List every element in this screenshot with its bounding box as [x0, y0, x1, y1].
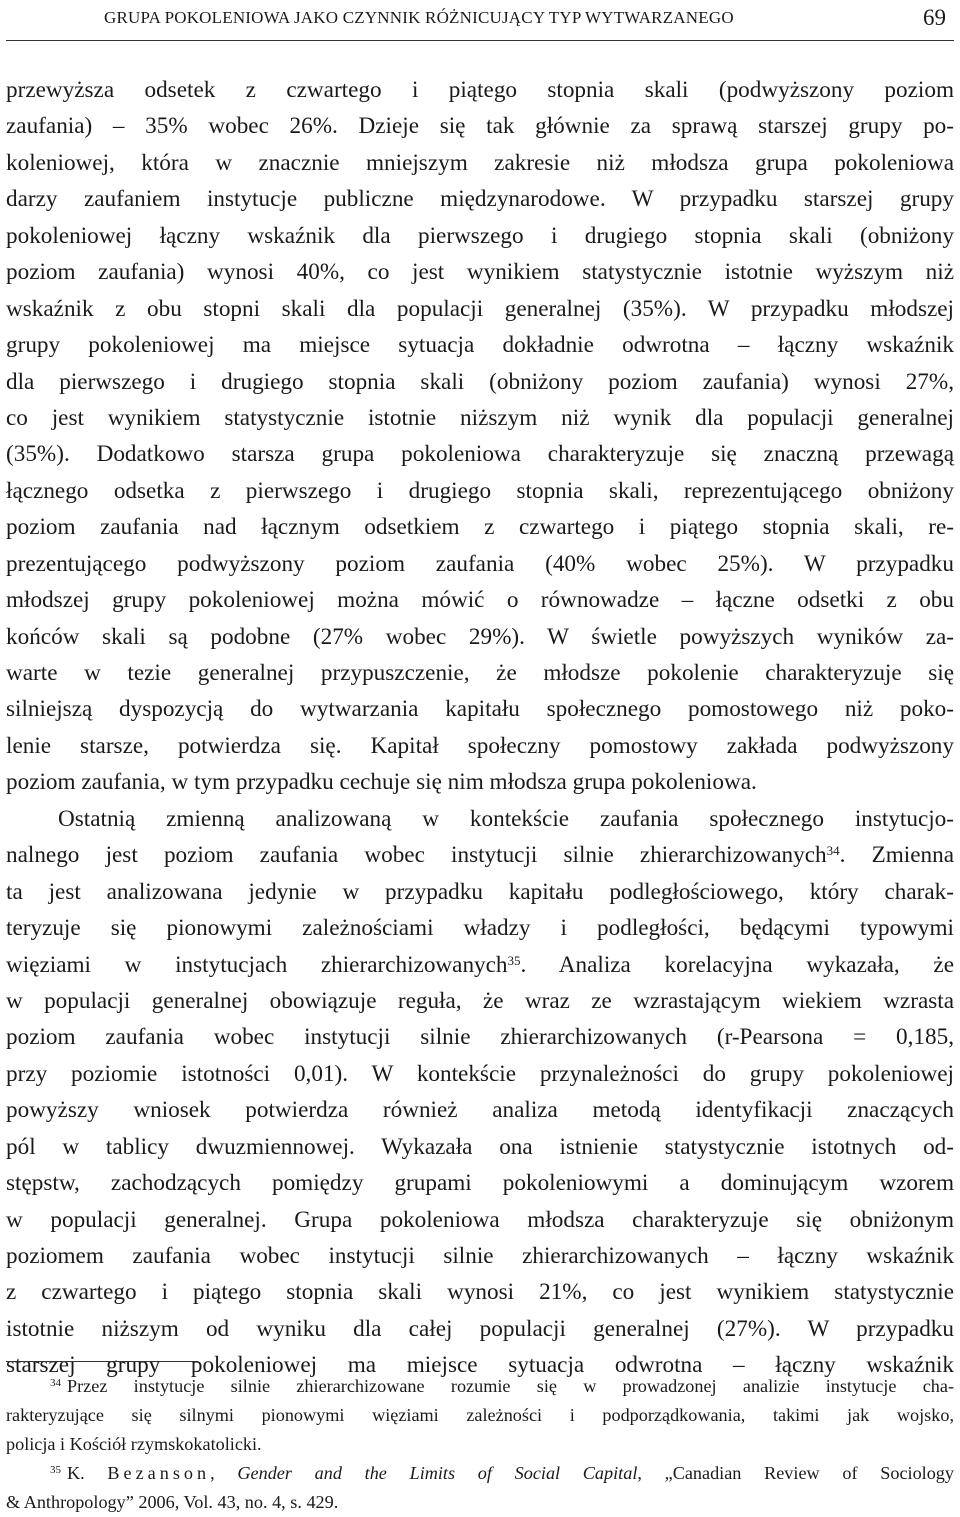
text-fragment: nalnego jest poziom zaufania wobec instytucji silnie zhierarchizowanych — [6, 842, 827, 869]
text-line: pól w tablicy dwuzmiennowej. Wykazała ona istnienie statystycznie istotnych od- — [6, 1133, 954, 1160]
text-line: darzy zaufaniem instytucje publiczne międzynarodowe. W przypadku starszej grupy — [6, 186, 954, 213]
text-fragment: . Zmienna — [839, 842, 954, 869]
text-line: poziom zaufania nad łącznym odsetkiem z czwartego i piątego stopnia skali, re- — [6, 514, 954, 541]
text-line: poziom zaufania) wynosi 40%, co jest wynikiem statystycznie istotnie wyższym niż — [6, 259, 954, 286]
footnote-ref-34[interactable]: 34 — [826, 843, 840, 859]
text-line: koleniowej, która w znacznie mniejszym zakresie niż młodsza grupa pokoleniowa — [6, 149, 954, 176]
text-line: poziom zaufania wobec instytucji silnie zhierarchizowanych (r-Pearsona = 0,185, — [6, 1024, 954, 1051]
text-line — [6, 837, 954, 873]
footnote-number: 34 — [50, 1377, 61, 1389]
text-line: teryzuje się pionowymi zależnościami władzy i podległości, będącymi typowymi — [6, 915, 954, 942]
text-fragment: więziami w instytucjach zhierarchizowanych — [6, 951, 508, 978]
text-line: powyższy wniosek potwierdza również analiza metodą identyfikacji znaczących — [6, 1097, 954, 1124]
text-line: poziomem zaufania wobec instytucji silnie zhierarchizowanych – łączny wskaźnik — [6, 1243, 954, 1269]
footnote-book-title: Gender and the Limits of Social Capital — [237, 1463, 638, 1483]
footnote-number: 35 — [50, 1464, 61, 1476]
text-fragment: . Analiza korelacyjna wykazała, że — [520, 951, 954, 978]
running-header — [6, 2, 954, 41]
footnote-text: Przez instytucje silnie zhierarchizowane rozumie się w prowadzonej analizie instytucje cha- — [67, 1376, 954, 1396]
text-line — [6, 947, 954, 983]
footnote-34 — [6, 1372, 954, 1401]
main-text — [6, 72, 954, 1384]
text-line: stępstw, zachodzących pomiędzy grupami pokoleniowymi a dominującym wzorem — [6, 1170, 954, 1197]
text-line: dla pierwszego i drugiego stopnia skali (obniżony poziom zaufania) wynosi 27%, — [6, 368, 954, 395]
text-line: pokoleniowej łączny wskaźnik dla pierwszego i drugiego stopnia skali (obniżony — [6, 222, 954, 249]
footnote-line: rakteryzujące się silnymi pionowymi więziami zależności i podporządkowania, takimi jak wojsko, — [6, 1405, 954, 1425]
text-line: (35%). Dodatkowo starsza grupa pokoleniowa charakteryzuje się znaczną przewagą — [6, 441, 954, 468]
running-header-title: GRUPA POKOLENIOWA JAKO CZYNNIK RÓŻNICUJĄCY TYP WYTWARZANEGO — [104, 8, 734, 27]
footnote-text: , — [210, 1463, 238, 1483]
footnote-line: & Anthropology” 2006, Vol. 43, no. 4, s. 429. — [6, 1492, 339, 1512]
text-line: młodszej grupy pokoleniowej można mówić o równowadze – łączne odsetki z obu — [6, 587, 954, 614]
text-line: ta jest analizowana jedynie w przypadku kapitału podległościowego, który charak- — [6, 878, 954, 905]
text-line: prezentującego podwyższony poziom zaufania (40% wobec 25%). W przypadku — [6, 550, 954, 577]
footnote-text: K. — [67, 1463, 108, 1483]
text-line: starszej grupy pokoleniowej ma miejsce sytuacja odwrotna – łączny wskaźnik — [6, 1352, 954, 1379]
text-line: warte w tezie generalnej przypuszczenie, że młodsze pokolenie charakteryzuje się — [6, 660, 954, 686]
text-line: przewyższa odsetek z czwartego i piątego stopnia skali (podwyższony poziom — [6, 77, 954, 103]
paragraph-start-line: Ostatnią zmienną analizowaną w kontekście zaufania społecznego instytucjo- — [58, 805, 954, 832]
text-line: w populacji generalnej obowiązuje reguła, że wraz ze wzrastającym wiekiem wzrasta — [6, 987, 954, 1014]
text-line: silniejszą dyspozycją do wytwarzania kapitału społecznego pomostowego niż poko- — [6, 696, 954, 723]
text-line: końców skali są podobne (27% wobec 29%). W świetle powyższych wyników za- — [6, 623, 954, 650]
text-line: w populacji generalnej. Grupa pokoleniowa młodsza charakteryzuje się obniżonym — [6, 1206, 954, 1233]
text-line: poziom zaufania, w tym przypadku cechuje się nim młodsza grupa pokoleniowa. — [6, 769, 757, 796]
text-line: z czwartego i piątego stopnia skali wynosi 21%, co jest wynikiem statystycznie — [6, 1279, 954, 1306]
footnote-text: , „Canadian Review of Sociology — [637, 1463, 954, 1483]
footnote-author: Bezanson — [107, 1463, 211, 1483]
text-line: co jest wynikiem statystycznie istotnie niższym niż wynik dla populacji generalnej — [6, 404, 954, 431]
text-line: grupy pokoleniowej ma miejsce sytuacja dokładnie odwrotna – łączny wskaźnik — [6, 332, 954, 359]
text-line: istotnie niższym od wyniku dla całej populacji generalnej (27%). W przypadku — [6, 1315, 954, 1342]
page-number: 69 — [923, 5, 946, 30]
text-line: zaufania) – 35% wobec 26%. Dzieje się tak głównie za sprawą starszej grupy po- — [6, 113, 954, 140]
footnote-ref-35[interactable]: 35 — [507, 952, 521, 968]
footnote-separator — [6, 1361, 198, 1362]
footnote-35 — [6, 1459, 954, 1488]
text-line: wskaźnik z obu stopni skali dla populacji generalnej (35%). W przypadku młodszej — [6, 295, 954, 322]
footnote-line: policja i Kościół rzymskokatolicki. — [6, 1434, 262, 1454]
text-line: łącznego odsetka z pierwszego i drugiego stopnia skali, reprezentującego obniżony — [6, 477, 954, 504]
footnotes — [6, 1372, 954, 1517]
text-line: przy poziomie istotności 0,01). W kontekście przynależności do grupy pokoleniowej — [6, 1060, 954, 1087]
text-line: lenie starsze, potwierdza się. Kapitał społeczny pomostowy zakłada podwyższony — [6, 732, 954, 759]
